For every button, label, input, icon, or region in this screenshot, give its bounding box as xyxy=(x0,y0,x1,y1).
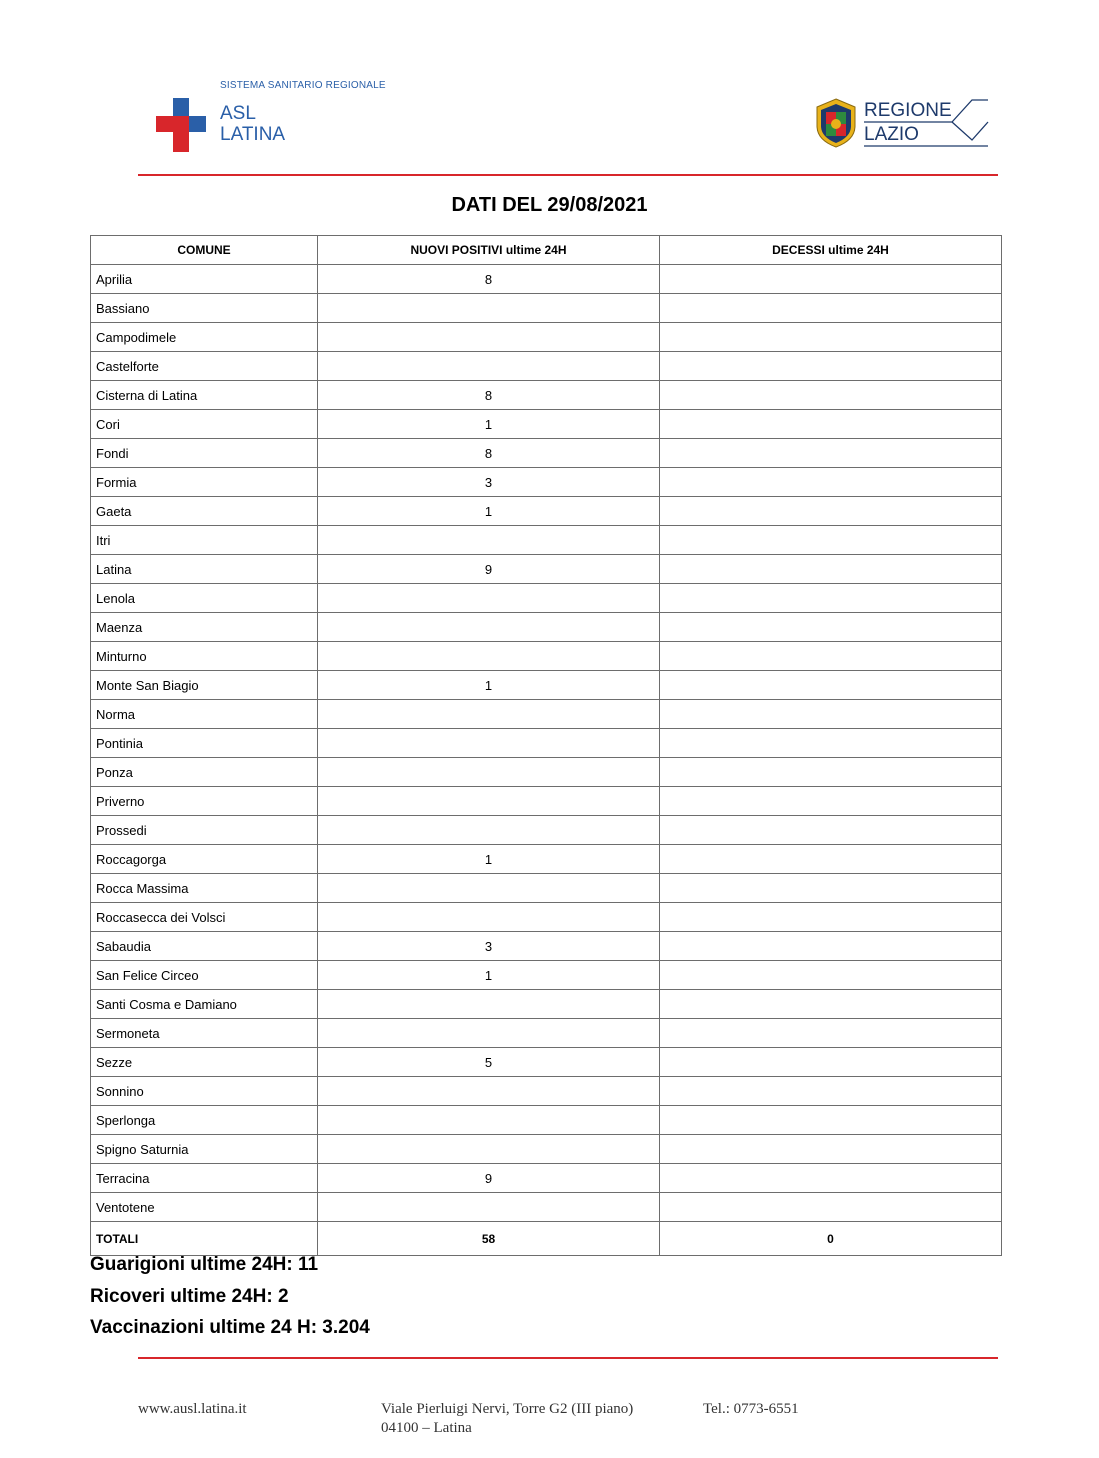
cell-comune: Rocca Massima xyxy=(91,874,318,903)
cell-positivi: 5 xyxy=(318,1048,660,1077)
column-header-positivi: NUOVI POSITIVI ultime 24H xyxy=(318,236,660,265)
table-row xyxy=(91,642,1002,671)
cell-comune: Formia xyxy=(91,468,318,497)
cell-positivi: 1 xyxy=(318,845,660,874)
cell-decessi xyxy=(660,787,1002,816)
cell-comune: Monte San Biagio xyxy=(91,671,318,700)
cell-positivi xyxy=(318,787,660,816)
cell-positivi xyxy=(318,323,660,352)
table-row xyxy=(91,526,1002,555)
cell-decessi xyxy=(660,323,1002,352)
cell-positivi xyxy=(318,1019,660,1048)
cell-positivi xyxy=(318,990,660,1019)
footer-divider xyxy=(138,1357,998,1359)
cell-comune: Bassiano xyxy=(91,294,318,323)
cell-decessi xyxy=(660,990,1002,1019)
cell-comune: Priverno xyxy=(91,787,318,816)
table-row xyxy=(91,845,1002,874)
cell-comune: San Felice Circeo xyxy=(91,961,318,990)
cell-decessi xyxy=(660,1019,1002,1048)
asl-name-line1: ASL xyxy=(220,103,256,124)
table-row xyxy=(91,584,1002,613)
cell-decessi xyxy=(660,265,1002,294)
table-row xyxy=(91,1193,1002,1222)
totals-label: TOTALI xyxy=(91,1222,318,1256)
cell-positivi: 8 xyxy=(318,265,660,294)
cell-comune: Terracina xyxy=(91,1164,318,1193)
cell-comune: Gaeta xyxy=(91,497,318,526)
totals-positivi: 58 xyxy=(318,1222,660,1256)
cell-decessi xyxy=(660,294,1002,323)
cell-decessi xyxy=(660,961,1002,990)
cell-comune: Fondi xyxy=(91,439,318,468)
asl-latina-logo xyxy=(156,78,396,158)
cell-decessi xyxy=(660,526,1002,555)
vaccinations-stat: Vaccinazioni ultime 24 H: 3.204 xyxy=(90,1317,370,1338)
table-row xyxy=(91,903,1002,932)
cell-comune: Sperlonga xyxy=(91,1106,318,1135)
table-row xyxy=(91,932,1002,961)
cell-comune: Prossedi xyxy=(91,816,318,845)
table-row xyxy=(91,1077,1002,1106)
cell-decessi xyxy=(660,1164,1002,1193)
cell-positivi xyxy=(318,729,660,758)
table-row xyxy=(91,352,1002,381)
column-header-decessi: DECESSI ultime 24H xyxy=(660,236,1002,265)
region-name-line1: REGIONE xyxy=(864,100,952,121)
footer-website[interactable]: www.ausl.latina.it xyxy=(138,1401,247,1417)
table-row xyxy=(91,323,1002,352)
cell-comune: Roccagorga xyxy=(91,845,318,874)
cell-decessi xyxy=(660,410,1002,439)
cell-comune: Spigno Saturnia xyxy=(91,1135,318,1164)
asl-name-line2: LATINA xyxy=(220,124,286,145)
cell-comune: Sermoneta xyxy=(91,1019,318,1048)
cell-comune: Norma xyxy=(91,700,318,729)
table-row xyxy=(91,1164,1002,1193)
table-header-row xyxy=(91,236,1002,265)
table-row xyxy=(91,265,1002,294)
cell-comune: Sonnino xyxy=(91,1077,318,1106)
cell-decessi xyxy=(660,1135,1002,1164)
lazio-coat-of-arms-icon xyxy=(814,98,858,148)
asl-subtitle: SISTEMA SANITARIO REGIONALE xyxy=(220,80,386,91)
cell-comune: Ventotene xyxy=(91,1193,318,1222)
cell-comune: Cori xyxy=(91,410,318,439)
cell-comune: Campodimele xyxy=(91,323,318,352)
table-row xyxy=(91,555,1002,584)
cell-decessi xyxy=(660,468,1002,497)
cell-comune: Roccasecca dei Volsci xyxy=(91,903,318,932)
table-row xyxy=(91,381,1002,410)
recoveries-stat: Guarigioni ultime 24H: 11 xyxy=(90,1254,319,1275)
table-row xyxy=(91,468,1002,497)
table-row xyxy=(91,787,1002,816)
cell-decessi xyxy=(660,555,1002,584)
table-row xyxy=(91,816,1002,845)
cell-decessi xyxy=(660,1048,1002,1077)
address-line2: 04100 – Latina xyxy=(381,1420,472,1436)
cell-decessi xyxy=(660,874,1002,903)
cell-decessi xyxy=(660,932,1002,961)
table-row xyxy=(91,439,1002,468)
cell-positivi xyxy=(318,1193,660,1222)
cell-positivi: 1 xyxy=(318,671,660,700)
cell-comune: Latina xyxy=(91,555,318,584)
page-title: DATI DEL 29/08/2021 xyxy=(451,194,648,216)
table-row xyxy=(91,294,1002,323)
cell-positivi: 9 xyxy=(318,1164,660,1193)
cell-positivi xyxy=(318,526,660,555)
cell-decessi xyxy=(660,642,1002,671)
table-row xyxy=(91,497,1002,526)
cell-positivi xyxy=(318,1077,660,1106)
table-row xyxy=(91,758,1002,787)
cell-positivi: 3 xyxy=(318,468,660,497)
table-row xyxy=(91,990,1002,1019)
cell-comune: Lenola xyxy=(91,584,318,613)
cell-comune: Maenza xyxy=(91,613,318,642)
cell-positivi xyxy=(318,1106,660,1135)
cell-positivi xyxy=(318,903,660,932)
cell-decessi xyxy=(660,845,1002,874)
table-row xyxy=(91,410,1002,439)
cell-positivi: 1 xyxy=(318,410,660,439)
header-divider xyxy=(138,174,998,176)
totals-row xyxy=(91,1222,1002,1256)
table-row xyxy=(91,1048,1002,1077)
cell-positivi xyxy=(318,874,660,903)
cell-comune: Sabaudia xyxy=(91,932,318,961)
cell-positivi: 1 xyxy=(318,497,660,526)
cell-comune: Minturno xyxy=(91,642,318,671)
summary-stats xyxy=(90,1254,370,1349)
cell-positivi xyxy=(318,700,660,729)
cell-positivi xyxy=(318,613,660,642)
table-row xyxy=(91,671,1002,700)
cell-positivi: 8 xyxy=(318,439,660,468)
cell-decessi xyxy=(660,584,1002,613)
table-row xyxy=(91,729,1002,758)
cell-decessi xyxy=(660,352,1002,381)
column-header-comune: COMUNE xyxy=(91,236,318,265)
cell-positivi xyxy=(318,642,660,671)
footer-address xyxy=(381,1400,633,1438)
cell-decessi xyxy=(660,816,1002,845)
cell-positivi xyxy=(318,758,660,787)
table-row xyxy=(91,1019,1002,1048)
cell-comune: Pontinia xyxy=(91,729,318,758)
table-row xyxy=(91,874,1002,903)
cell-positivi xyxy=(318,352,660,381)
cell-decessi xyxy=(660,1193,1002,1222)
table-row xyxy=(91,613,1002,642)
cell-decessi xyxy=(660,381,1002,410)
table-row xyxy=(91,1135,1002,1164)
cell-comune: Cisterna di Latina xyxy=(91,381,318,410)
cell-positivi: 1 xyxy=(318,961,660,990)
cell-comune: Castelforte xyxy=(91,352,318,381)
region-name-line2: LAZIO xyxy=(864,124,919,145)
footer-phone: Tel.: 0773-6551 xyxy=(703,1401,799,1417)
cell-positivi: 8 xyxy=(318,381,660,410)
cell-positivi: 3 xyxy=(318,932,660,961)
hospitalizations-stat: Ricoveri ultime 24H: 2 xyxy=(90,1285,289,1307)
cell-decessi xyxy=(660,497,1002,526)
address-line1: Viale Pierluigi Nervi, Torre G2 (III piano) xyxy=(381,1401,634,1417)
totals-decessi: 0 xyxy=(660,1222,1002,1256)
cell-decessi xyxy=(660,613,1002,642)
cell-positivi: 9 xyxy=(318,555,660,584)
cell-decessi xyxy=(660,758,1002,787)
cell-positivi xyxy=(318,584,660,613)
cell-comune: Itri xyxy=(91,526,318,555)
cell-decessi xyxy=(660,729,1002,758)
cell-positivi xyxy=(318,294,660,323)
cell-decessi xyxy=(660,700,1002,729)
covid-data-table xyxy=(90,235,1002,1256)
cell-positivi xyxy=(318,816,660,845)
cell-decessi xyxy=(660,1106,1002,1135)
table-row xyxy=(91,961,1002,990)
cell-comune: Sezze xyxy=(91,1048,318,1077)
cell-positivi xyxy=(318,1135,660,1164)
regione-lazio-logo xyxy=(812,96,992,152)
cell-comune: Aprilia xyxy=(91,265,318,294)
table-row xyxy=(91,700,1002,729)
cell-comune: Santi Cosma e Damiano xyxy=(91,990,318,1019)
cell-comune: Ponza xyxy=(91,758,318,787)
cell-decessi xyxy=(660,439,1002,468)
cell-decessi xyxy=(660,1077,1002,1106)
cell-decessi xyxy=(660,903,1002,932)
health-cross-icon xyxy=(156,98,206,152)
table-row xyxy=(91,1106,1002,1135)
cell-decessi xyxy=(660,671,1002,700)
